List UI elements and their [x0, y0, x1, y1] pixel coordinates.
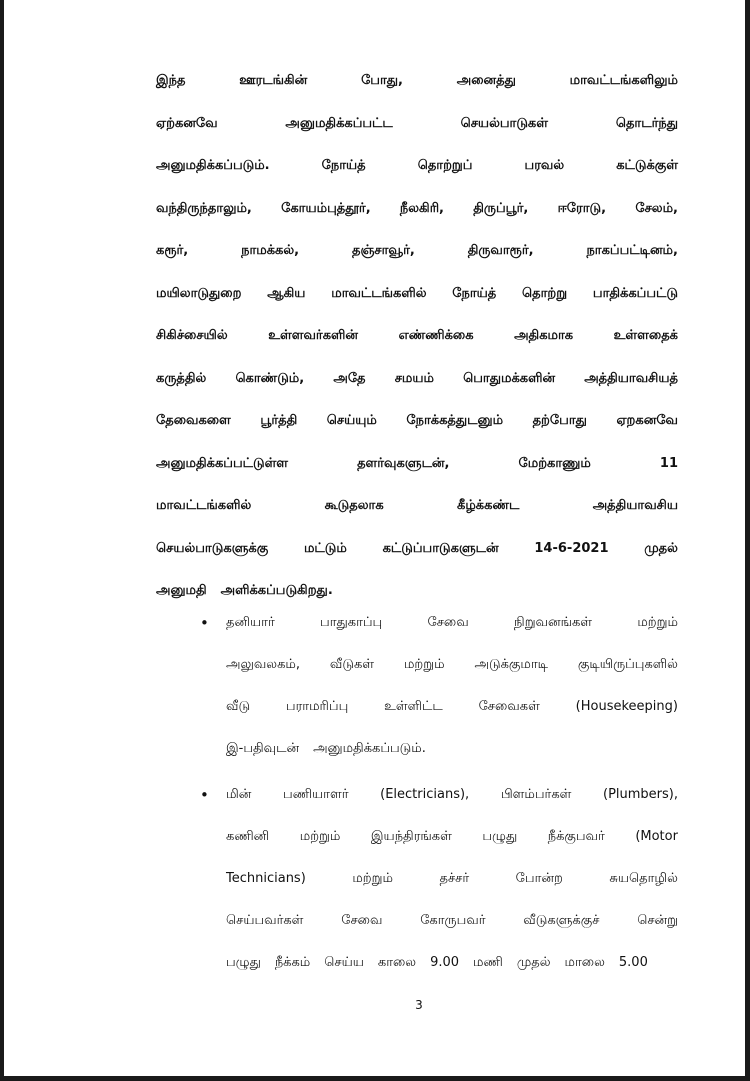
word: மட்டும் [303, 540, 347, 556]
word: நோய்த் [321, 158, 366, 173]
text-line [226, 686, 678, 728]
text-line [156, 315, 678, 358]
word: தொற்றுப் [417, 158, 473, 173]
word: தொடர்ந்து [615, 115, 678, 131]
word: சேலம், [635, 200, 678, 216]
text-line [226, 774, 678, 816]
word: பணியாளர் [283, 787, 349, 802]
bullet-marker: • [200, 786, 209, 804]
text-line [156, 273, 678, 316]
word: ஏற்கனவே [156, 115, 218, 131]
text-line [156, 103, 678, 146]
text-line [226, 602, 678, 644]
word: (Plumbers), [603, 787, 678, 802]
word: முதல் [516, 955, 551, 970]
word: இ-பதிவுடன் [226, 741, 300, 756]
word: திருவாரூர், [467, 243, 534, 258]
text-line [226, 942, 678, 984]
document-page [4, 0, 745, 1076]
word: செய்யும் [326, 413, 377, 428]
word: மயிலாடுதுறை [156, 285, 242, 301]
word: 5.00 [618, 955, 648, 970]
word: சென்று [637, 913, 678, 928]
word: அத்தியாவசிய [592, 498, 678, 513]
text-line [226, 858, 678, 900]
word: தொற்று [522, 285, 568, 301]
word: மாவட்டங்களில் [156, 498, 252, 513]
bullet-marker: • [200, 614, 209, 632]
word: மின் [226, 787, 252, 802]
word: Technicians) [226, 871, 306, 886]
word: அடுக்குமாடி [474, 657, 548, 672]
word: உள்ளதைக் [613, 328, 678, 343]
word: செய்பவர்கள் [226, 913, 304, 928]
word: குடியிருப்புகளில் [577, 657, 678, 672]
word: நோய்த் [452, 285, 497, 301]
word: கரூர், [156, 243, 189, 258]
word: தஞ்சாவூர், [351, 243, 415, 258]
word: கருத்தில் [156, 370, 207, 386]
word: எண்ணிக்கை [398, 328, 474, 343]
text-line [156, 528, 678, 571]
word: சேவை [427, 615, 469, 630]
word: அத்தியாவசியத் [584, 370, 678, 386]
word: மாலை [564, 955, 605, 970]
text-line [156, 188, 678, 231]
word: அனைத்து [456, 73, 516, 88]
word: நீக்கம் [274, 955, 311, 970]
text-line [226, 900, 678, 942]
word: நிறுவனங்கள் [513, 615, 593, 630]
word: தேவைகளை [156, 413, 231, 428]
word: மேற்காணும் [518, 455, 591, 471]
word: (Housekeeping) [575, 699, 678, 714]
word: இயந்திரங்கள் [370, 829, 452, 844]
word: அதே [333, 370, 366, 386]
word: அனுமதிக்கப்பட்ட [285, 115, 393, 131]
word: அதிகமாக [514, 328, 574, 343]
word: பரவல் [524, 158, 565, 173]
word: நாகப்பட்டினம், [586, 243, 678, 258]
word: (Electricians), [380, 787, 470, 802]
word: போன்ற [515, 871, 563, 886]
word: காலை [377, 955, 417, 970]
word: கோயம்புத்தூர், [281, 200, 371, 216]
word: இந்த [156, 73, 186, 88]
word: கட்டுக்குள் [616, 158, 678, 173]
word: கோருபவர் [420, 913, 486, 928]
text-line [226, 816, 678, 858]
text-line [156, 145, 678, 188]
word: பிளம்பர்கள் [500, 787, 572, 802]
word: மாவட்டங்களில் [331, 285, 427, 301]
word: பொதுமக்களின் [463, 370, 556, 386]
word: பராமரிப்பு [285, 699, 349, 714]
word: சேவைகள் [478, 699, 540, 714]
word: அலுவலகம், [226, 657, 300, 672]
text-line [226, 728, 678, 770]
word: ஈரோடு, [557, 200, 607, 216]
word: அனுமதிக்கப்படும். [156, 158, 270, 173]
word: செயல்பாடுகளுக்கு [156, 540, 269, 556]
word: அனுமதிக்கப்படும். [313, 741, 426, 756]
word: நீக்குபவர் [547, 829, 605, 844]
word: வந்திருந்தாலும், [156, 200, 252, 216]
word: 9.00 [430, 955, 460, 970]
word: சேவை [341, 913, 383, 928]
bullet-text [226, 774, 678, 984]
word: தளர்வுகளுடன், [357, 455, 450, 471]
word: ஆகிய [267, 285, 306, 301]
text-line [156, 485, 678, 528]
text-line [156, 358, 678, 401]
word: ஊரடங்கின் [239, 73, 308, 88]
word: கணினி [226, 829, 270, 844]
word: மற்றும் [403, 657, 445, 672]
word: சுயதொழில் [609, 871, 678, 886]
word: உள்ளிட்ட [384, 699, 443, 714]
word: செய்ய [324, 955, 364, 970]
word: உள்ளவர்களின் [268, 328, 359, 343]
word: ஏறகனவே [616, 413, 678, 428]
word: அனுமதிக்கப்பட்டுள்ள [156, 455, 289, 471]
word: கொண்டும், [235, 370, 305, 386]
word: கூடுதலாக [324, 498, 384, 513]
word: பாதுகாப்பு [320, 615, 383, 630]
bullet-text [226, 602, 678, 770]
word: நோக்கத்துடனும் [406, 413, 504, 428]
word: வீடு [226, 699, 251, 714]
word: பூர்த்தி [260, 413, 298, 428]
main-paragraph [156, 60, 678, 613]
word: போது, [361, 73, 403, 88]
text-line [226, 644, 678, 686]
word: முதல் [644, 540, 678, 556]
word: 11 [659, 455, 678, 471]
word: தனியார் [226, 615, 275, 630]
word: மற்றும் [299, 829, 341, 844]
word: சிகிச்சையில் [156, 328, 228, 343]
word: அனுமதி [156, 583, 207, 598]
word: நாமக்கல், [241, 243, 300, 258]
word: பழுது [226, 955, 261, 970]
word: அளிக்கப்படுகிறது. [220, 583, 333, 598]
text-line [156, 230, 678, 273]
word: மற்றும் [637, 615, 678, 630]
page-number: 3 [415, 998, 423, 1012]
word: (Motor [635, 829, 678, 844]
text-line [156, 60, 678, 103]
word: வீடுகளுக்குச் [523, 913, 600, 928]
word: சமயம் [394, 370, 434, 386]
word: தச்சர் [439, 871, 470, 886]
text-line [156, 443, 678, 486]
word: நீலகிரி, [399, 200, 444, 216]
word: திருப்பூர், [473, 200, 529, 216]
word: பழுது [482, 829, 518, 844]
text-line [156, 400, 678, 443]
word: மணி [473, 955, 503, 970]
word: மாவட்டங்களிலும் [569, 73, 678, 88]
word: செயல்பாடுகள் [460, 115, 548, 131]
word: 14-6-2021 [534, 540, 609, 556]
word: தற்போது [532, 413, 587, 428]
word: வீடுகள் [329, 657, 375, 672]
word: கீழ்க்கண்ட [457, 498, 520, 513]
word: பாதிக்கப்பட்டு [592, 285, 678, 301]
word: மற்றும் [352, 871, 393, 886]
word: கட்டுப்பாடுகளுடன் [382, 540, 499, 556]
